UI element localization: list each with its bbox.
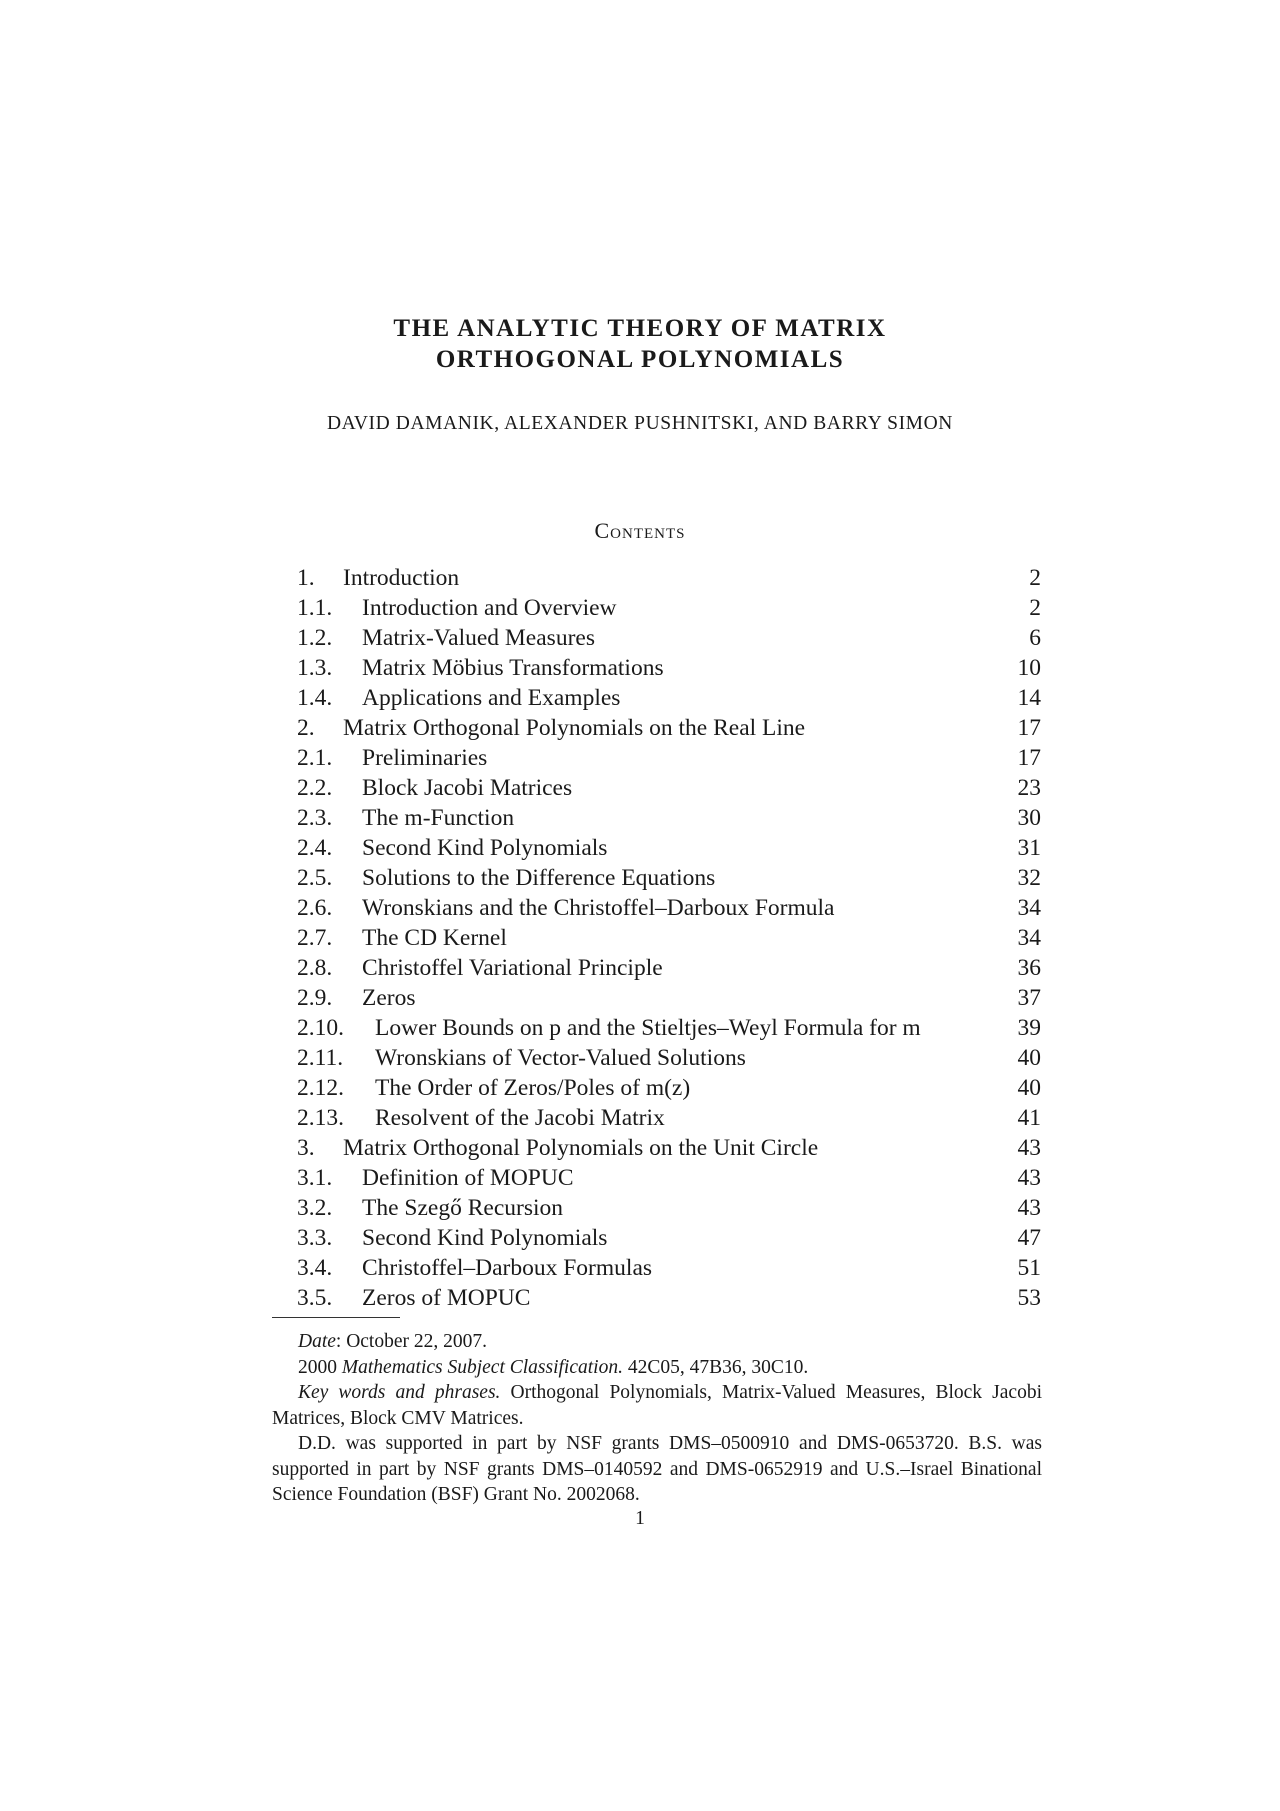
table-of-contents [297,563,1041,1313]
toc-entry-page: 40 [1017,1045,1041,1071]
toc-entry-title: Wronskians of Vector-Valued Solutions [375,1045,746,1071]
toc-entry-number: 2.4. [297,835,333,861]
toc-entry-title: Applications and Examples [362,685,621,711]
contents-heading: Contents [594,518,686,543]
toc-entry [297,1133,1041,1163]
toc-entry-page: 43 [1017,1135,1041,1161]
toc-entry [297,593,1041,623]
toc-entry-title: Matrix Orthogonal Polynomials on the Unit Circle [343,1135,819,1161]
toc-entry-title: Resolvent of the Jacobi Matrix [375,1105,665,1131]
toc-entry-page: 36 [1017,955,1041,981]
toc-entry-page: 39 [1017,1015,1041,1041]
toc-entry [297,1163,1041,1193]
toc-entry-page: 17 [1017,745,1041,771]
toc-entry [297,623,1041,653]
toc-entry [297,803,1041,833]
toc-entry [297,1103,1041,1133]
toc-entry-title: Introduction and Overview [362,595,617,621]
toc-entry-number: 2.10. [297,1015,344,1041]
toc-entry-number: 3. [297,1135,315,1161]
toc-entry-page: 41 [1017,1105,1041,1131]
toc-entry-title: Preliminaries [362,745,488,771]
toc-entry-page: 31 [1017,835,1041,861]
toc-entry-title: Block Jacobi Matrices [362,775,573,801]
toc-entry [297,1073,1041,1103]
toc-entry-number: 2.5. [297,865,333,891]
toc-entry-number: 1.2. [297,625,333,651]
page-number: 1 [635,1508,645,1529]
toc-entry-page: 10 [1017,655,1041,681]
toc-entry-number: 2.2. [297,775,333,801]
toc-entry-number: 2.13. [297,1105,344,1131]
toc-entry [297,563,1041,593]
toc-entry-number: 2.1. [297,745,333,771]
toc-entry-title: Zeros [362,985,416,1011]
toc-entry-page: 30 [1017,805,1041,831]
toc-entry-page: 23 [1017,775,1041,801]
toc-entry-number: 2.12. [297,1075,344,1101]
toc-entry-title: Matrix Orthogonal Polynomials on the Real Line [343,715,806,741]
toc-entry-number: 2.11. [297,1045,344,1071]
toc-entry-page: 40 [1017,1075,1041,1101]
toc-entry-title: The CD Kernel [362,925,507,951]
toc-entry-page: 6 [1029,625,1041,651]
toc-entry [297,683,1041,713]
toc-entry [297,743,1041,773]
footnote-rule [272,1317,400,1318]
toc-entry-page: 34 [1017,925,1041,951]
toc-entry [297,1043,1041,1073]
toc-entry [297,983,1041,1013]
toc-entry-page: 43 [1017,1165,1041,1191]
toc-entry-number: 3.3. [297,1225,333,1251]
toc-entry-title: Lower Bounds on p and the Stieltjes–Weyl Formula for m [375,1015,921,1041]
footnote-msc: 2000 Mathematics Subject Classification. 42C05, 47B36, 30C10. [298,1356,809,1378]
title-line-2: ORTHOGONAL POLYNOMIALS [435,346,845,373]
toc-entry [297,1193,1041,1223]
toc-entry-number: 2.6. [297,895,333,921]
footnotes [272,1329,1042,1508]
footnote-date: Date: October 22, 2007. [298,1331,488,1352]
toc-entry-page: 2 [1029,565,1041,591]
toc-entry-title: The Szegő Recursion [362,1195,564,1221]
toc-entry-title: Second Kind Polynomials [362,1225,608,1251]
toc-entry-page: 43 [1017,1195,1041,1221]
toc-entry-page: 2 [1029,595,1041,621]
toc-entry [297,653,1041,683]
toc-entry-number: 1.4. [297,685,333,711]
toc-entry [297,1013,1041,1043]
toc-entry-page: 51 [1017,1255,1041,1281]
toc-entry-number: 1.3. [297,655,333,681]
toc-entry-title: Christoffel Variational Principle [362,955,663,981]
toc-entry-number: 2.3. [297,805,333,831]
toc-entry-page: 17 [1017,715,1041,741]
toc-entry-title: Wronskians and the Christoffel–Darboux Formula [362,895,835,921]
toc-entry [297,1283,1041,1313]
toc-entry-number: 2.8. [297,955,333,981]
toc-entry-page: 34 [1017,895,1041,921]
toc-entry [297,833,1041,863]
toc-entry-number: 2.9. [297,985,333,1011]
toc-entry-title: The Order of Zeros/Poles of m(z) [375,1075,691,1101]
toc-entry-title: Christoffel–Darboux Formulas [362,1255,653,1281]
paper-title [0,313,1280,375]
toc-entry-page: 37 [1017,985,1041,1011]
toc-entry [297,863,1041,893]
toc-entry [297,923,1041,953]
toc-entry-page: 32 [1017,865,1041,891]
footnote-support: D.D. was supported in part by NSF grants DMS–0500910 and DMS-0653720. B.S. was supported in part by NSF grants DMS–0140592 and DMS-0652919 and U.S.–Israel Binational Science Foundation (BSF) Grant No. 2002068. [272,1433,1042,1505]
toc-entry-title: Introduction [343,565,460,591]
toc-entry [297,1223,1041,1253]
footnote-keywords: Key words and phrases. Orthogonal Polynomials, Matrix-Valued Measures, Block Jacobi Matrices, Block CMV Matrices. [272,1382,1042,1429]
toc-entry-number: 3.4. [297,1255,333,1281]
toc-entry-number: 3.1. [297,1165,333,1191]
toc-entry-number: 2. [297,715,315,741]
toc-entry-number: 1. [297,565,315,591]
toc-entry [297,773,1041,803]
toc-entry [297,893,1041,923]
toc-entry-title: Zeros of MOPUC [362,1285,531,1311]
toc-entry-number: 3.2. [297,1195,333,1221]
author-list: DAVID DAMANIK, ALEXANDER PUSHNITSKI, AND BARRY SIMON [327,413,953,434]
toc-entry-number: 3.5. [297,1285,333,1311]
toc-entry [297,953,1041,983]
toc-entry [297,1253,1041,1283]
title-line-1: THE ANALYTIC THEORY OF MATRIX [393,315,887,342]
toc-entry-number: 1.1. [297,595,333,621]
toc-entry-title: Matrix-Valued Measures [362,625,595,651]
toc-entry-number: 2.7. [297,925,333,951]
toc-entry-title: Second Kind Polynomials [362,835,608,861]
toc-entry-page: 47 [1017,1225,1041,1251]
toc-entry-title: Solutions to the Difference Equations [362,865,716,891]
toc-entry-title: Definition of MOPUC [362,1165,574,1191]
toc-entry-title: Matrix Möbius Transformations [362,655,664,681]
toc-entry-page: 53 [1017,1285,1041,1311]
toc-entry-page: 14 [1017,685,1041,711]
toc-entry [297,713,1041,743]
toc-entry-title: The m-Function [362,805,515,831]
